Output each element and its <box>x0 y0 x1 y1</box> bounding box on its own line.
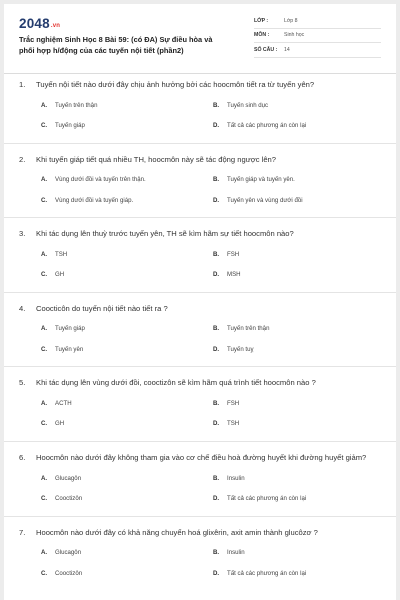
meta-row-count <box>254 43 381 58</box>
question-item <box>4 80 396 143</box>
answer-option[interactable] <box>191 346 382 367</box>
option-letter: C. <box>41 196 48 204</box>
option-letter: B. <box>213 399 220 407</box>
question-body: Khi tuyến giáp tiết quá nhiều TH, hoocmôn này sẽ tác động ngược lên? <box>36 154 277 164</box>
option-text: MSH <box>227 271 241 279</box>
option-letter: C. <box>41 345 48 353</box>
option-letter: D. <box>213 569 220 577</box>
question-item <box>4 229 396 292</box>
answer-option[interactable] <box>191 495 382 516</box>
answer-option[interactable] <box>191 271 382 292</box>
option-letter: B. <box>213 549 220 557</box>
option-text: Glucagôn <box>55 549 82 557</box>
option-letter: A. <box>41 399 48 407</box>
options-grid <box>19 176 382 217</box>
question-body: Khi tác dụng lên thuỳ trước tuyến yên, TH sẽ kìm hãm sự tiết hoocmôn nào? <box>36 229 294 239</box>
meta-value: Sinh học <box>284 32 305 39</box>
logo-text: 2048 <box>19 16 50 31</box>
option-text: Tuyến trên thận <box>55 101 98 109</box>
answer-option[interactable] <box>19 400 191 421</box>
question-number: 1. <box>19 80 26 89</box>
option-text: Insulin <box>227 474 245 482</box>
option-text: Vùng dưới đồi và tuyến trên thận. <box>55 176 146 184</box>
question-item <box>4 453 396 516</box>
question-number: 3. <box>19 229 26 239</box>
answer-option[interactable] <box>19 197 191 218</box>
answer-option[interactable] <box>19 570 191 591</box>
header-divider <box>4 73 396 74</box>
question-item <box>4 378 396 441</box>
option-text: TSH <box>227 420 240 428</box>
answer-option[interactable] <box>19 176 191 197</box>
options-grid <box>19 325 382 366</box>
site-logo[interactable] <box>19 16 60 31</box>
answer-option[interactable] <box>19 102 191 123</box>
option-letter: A. <box>41 474 48 482</box>
answer-option[interactable] <box>19 420 191 441</box>
page-header <box>4 4 396 74</box>
question-text <box>19 304 382 315</box>
option-letter: A. <box>41 176 48 184</box>
question-body: Tuyến nội tiết nào dưới đây chịu ảnh hưởng bởi các hoocmôn tiết ra từ tuyến yên? <box>36 80 315 89</box>
option-text: Cooctizôn <box>55 569 83 577</box>
question-divider <box>4 366 396 367</box>
option-letter: D. <box>213 196 220 204</box>
option-letter: C. <box>41 420 48 428</box>
meta-label: MÔN : <box>254 32 270 39</box>
option-text: Tuyến tuỵ <box>227 345 254 353</box>
option-text: Glucagôn <box>55 474 82 482</box>
option-letter: C. <box>41 271 48 279</box>
answer-option[interactable] <box>191 122 382 143</box>
option-text: Vùng dưới đồi và tuyến giáp. <box>55 196 134 204</box>
option-letter: A. <box>41 250 48 258</box>
answer-option[interactable] <box>19 251 191 272</box>
option-letter: D. <box>213 122 220 130</box>
option-letter: A. <box>41 549 48 557</box>
question-body: Coocticôn do tuyến nội tiết nào tiết ra ? <box>36 303 168 313</box>
option-letter: D. <box>213 420 220 428</box>
answer-option[interactable] <box>191 176 382 197</box>
meta-panel <box>254 14 381 58</box>
question-list <box>4 80 396 590</box>
question-divider <box>4 143 396 144</box>
options-grid <box>19 102 382 143</box>
question-body: Khi tác dụng lên vùng dưới đồi, cooctizôn sẽ kìm hãm quá trình tiết hoocmôn nào ? <box>36 378 316 388</box>
answer-option[interactable] <box>19 549 191 570</box>
options-grid <box>19 475 382 516</box>
quiz-page <box>4 4 396 600</box>
option-text: GH <box>55 271 65 279</box>
option-letter: B. <box>213 101 220 109</box>
answer-option[interactable] <box>19 346 191 367</box>
option-letter: A. <box>41 325 48 333</box>
page-title: Trắc nghiệm Sinh Học 8 Bài 59: (có ĐA) Sự điều hòa và phối hợp h/động của các tuyến nội tiết (phần2) <box>19 35 213 55</box>
option-letter: C. <box>41 495 48 503</box>
answer-option[interactable] <box>19 122 191 143</box>
question-number: 7. <box>19 527 26 537</box>
answer-option[interactable] <box>191 197 382 218</box>
option-text: Tuyến giáp <box>55 325 85 333</box>
option-letter: B. <box>213 325 220 333</box>
option-text: Tuyến yên và vùng dưới đồi <box>227 196 303 204</box>
option-text: TSH <box>55 250 68 258</box>
meta-value: 14 <box>284 46 290 53</box>
question-divider <box>4 292 396 293</box>
option-text: Insulin <box>227 549 245 557</box>
option-letter: C. <box>41 122 48 130</box>
option-letter: B. <box>213 474 220 482</box>
question-text <box>19 80 382 91</box>
question-item <box>4 304 396 367</box>
question-divider <box>4 441 396 442</box>
option-text: Tất cả các phương án còn lại <box>227 122 307 130</box>
answer-option[interactable] <box>191 475 382 496</box>
options-grid <box>19 400 382 441</box>
answer-option[interactable] <box>191 570 382 591</box>
answer-option[interactable] <box>191 325 382 346</box>
options-grid <box>19 251 382 292</box>
logo-suffix: .vn <box>50 23 61 29</box>
option-text: Tất cả các phương án còn lại <box>227 569 307 577</box>
option-letter: C. <box>41 569 48 577</box>
question-text <box>19 229 382 240</box>
question-number: 4. <box>19 303 26 313</box>
option-text: Tuyến yên <box>55 345 84 353</box>
question-item <box>4 528 396 591</box>
question-number: 5. <box>19 378 26 388</box>
option-text: Tất cả các phương án còn lại <box>227 495 307 503</box>
answer-option[interactable] <box>191 251 382 272</box>
option-text: Tuyến giáp và tuyến yên. <box>227 176 295 184</box>
option-text: Cooctizôn <box>55 495 83 503</box>
question-body: Hoocmôn nào dưới đây không tham gia vào cơ chế điều hoà đường huyết khi đường huyết giảm? <box>36 452 367 462</box>
answer-option[interactable] <box>191 420 382 441</box>
answer-option[interactable] <box>19 495 191 516</box>
option-text: Tuyến trên thận <box>227 325 270 333</box>
option-text: Tuyến giáp <box>55 122 85 130</box>
option-text: GH <box>55 420 65 428</box>
answer-option[interactable] <box>191 549 382 570</box>
option-text: ACTH <box>55 399 72 407</box>
option-letter: D. <box>213 495 220 503</box>
option-letter: B. <box>213 176 220 184</box>
meta-row-class <box>254 14 381 29</box>
question-text <box>19 528 382 539</box>
question-number: 2. <box>19 154 26 164</box>
answer-option[interactable] <box>191 400 382 421</box>
option-letter: B. <box>213 250 220 258</box>
meta-row-subject <box>254 29 381 44</box>
option-text: Tuyến sinh dục <box>227 101 269 109</box>
option-text: FSH <box>227 250 240 258</box>
question-divider <box>4 516 396 517</box>
option-text: FSH <box>227 399 240 407</box>
option-letter: D. <box>213 271 220 279</box>
option-letter: A. <box>41 101 48 109</box>
answer-option[interactable] <box>191 102 382 123</box>
question-divider <box>4 217 396 218</box>
answer-option[interactable] <box>19 325 191 346</box>
meta-label: LỚP : <box>254 17 269 24</box>
answer-option[interactable] <box>19 271 191 292</box>
meta-value: Lớp 8 <box>284 17 298 24</box>
options-grid <box>19 549 382 590</box>
question-number: 6. <box>19 452 26 462</box>
question-text <box>19 155 382 166</box>
answer-option[interactable] <box>19 475 191 496</box>
question-item <box>4 155 396 218</box>
question-body: Hoocmôn nào dưới đây có khả năng chuyển hoá glixêrin, axit amin thành glucôzơ ? <box>36 527 318 537</box>
question-text <box>19 453 382 464</box>
meta-label: SỐ CÂU : <box>254 46 278 53</box>
option-letter: D. <box>213 345 220 353</box>
question-text <box>19 378 382 389</box>
